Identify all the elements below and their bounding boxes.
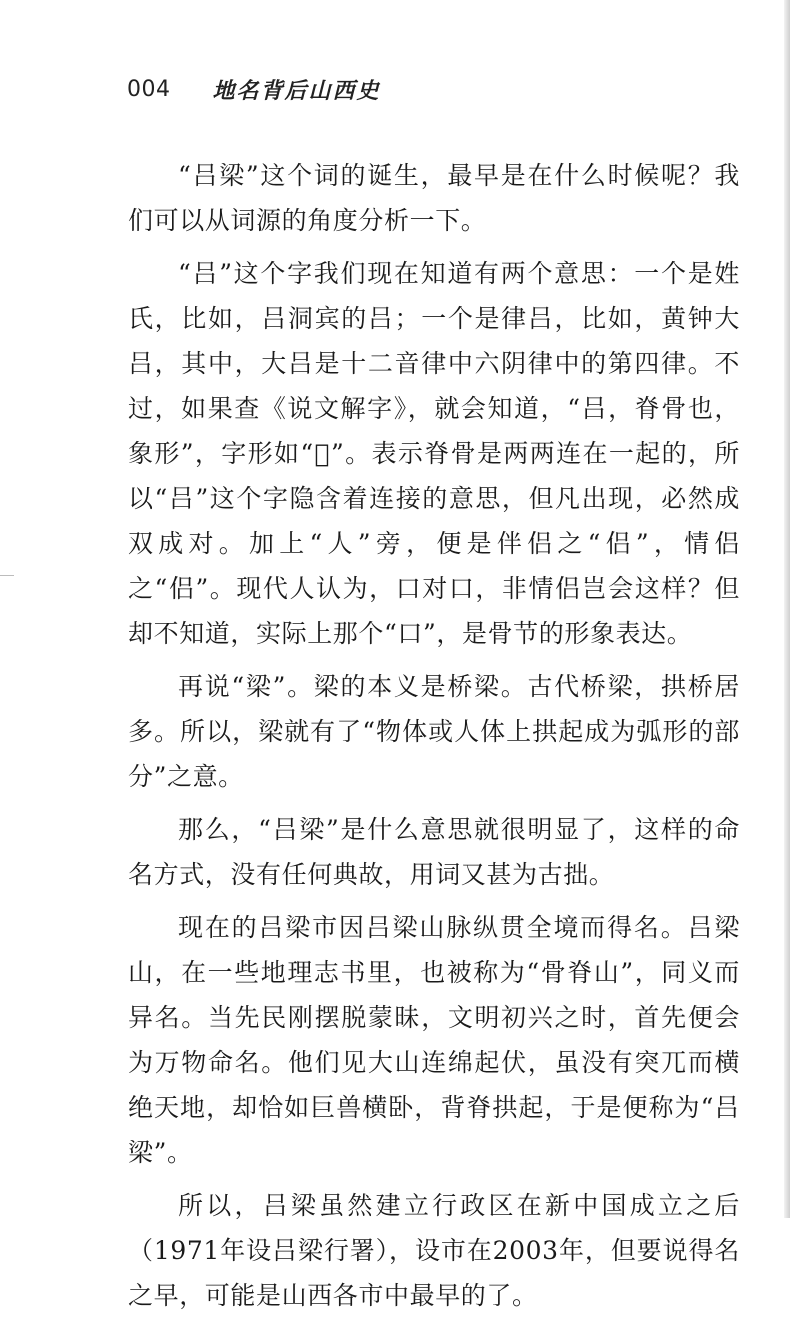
paragraph-6: 所以，吕梁虽然建立行政区在新中国成立之后（1971年设吕梁行署），设市在2003年，但要说得名之早，可能是山西各市中最早的了。 <box>128 1191 740 1310</box>
paragraph-1: “吕梁”这个词的诞生，最早是在什么时候呢？我们可以从词源的角度分析一下。 <box>128 161 740 235</box>
scan-mark <box>0 575 14 576</box>
paragraph-4: 那么，“吕梁”是什么意思就很明显了，这样的命名方式，没有任何典故，用词又甚为古拙。 <box>128 815 740 889</box>
body-text <box>128 153 740 1326</box>
page-edge-shadow <box>784 0 790 1218</box>
paragraph-5: 现在的吕梁市因吕梁山脉纵贯全境而得名。吕梁山，在一些地理志书里，也被称为“骨脊山”，同义而异名。当先民刚摆脱蒙昧，文明初兴之时，首先便会为万物命名。他们见大山连绵起伏，虽没有突兀而横绝天地，却恰如巨兽横卧，背脊拱起，于是便称为“吕梁”。 <box>128 913 740 1167</box>
book-title: 地名背后山西史 <box>212 77 381 104</box>
paragraph-2: “吕”这个字我们现在知道有两个意思：一个是姓氏，比如，吕洞宾的吕；一个是律吕，比如，黄钟大吕，其中，大吕是十二音律中六阴律中的第四律。不过，如果查《说文解字》，就会知道，“吕，脊骨也，象形”，字形如“𠩓”。表示脊骨是两两连在一起的，所以“吕”这个字隐含着连接的意思，但凡出现，必然成双成对。加上“人”旁，便是伴侣之“侣”，情侣之“侣”。现代人认为，口对口，非情侣岂会这样？但却不知道，实际上那个“口”，是骨节的形象表达。 <box>128 259 740 648</box>
running-header <box>127 74 381 104</box>
paragraph-3: 再说“梁”。梁的本义是桥梁。古代桥梁，拱桥居多。所以，梁就有了“物体或人体上拱起成为弧形的部分”之意。 <box>128 672 740 791</box>
page-number: 004 <box>127 76 171 102</box>
